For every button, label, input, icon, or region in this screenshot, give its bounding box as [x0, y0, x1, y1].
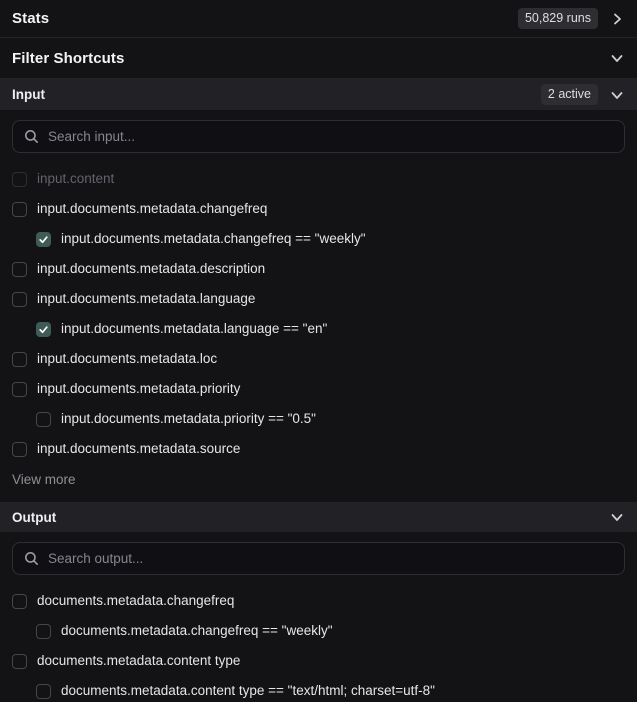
- filter-item-row[interactable]: [0, 164, 637, 194]
- input-search-input[interactable]: [48, 129, 613, 144]
- input-active-badge: 2 active: [541, 84, 598, 106]
- filter-item-row[interactable]: [0, 344, 637, 374]
- output-filter-list: [0, 586, 637, 702]
- checkmark-icon: [38, 234, 49, 245]
- filter-item-row[interactable]: [0, 676, 637, 702]
- checkbox[interactable]: [36, 412, 51, 427]
- output-section-title: Output: [12, 509, 57, 525]
- view-more-link[interactable]: View more: [12, 471, 76, 487]
- stats-header[interactable]: [0, 0, 637, 38]
- chevron-down-icon[interactable]: [609, 50, 625, 66]
- checkbox[interactable]: [36, 322, 51, 337]
- output-section-header[interactable]: [0, 502, 637, 532]
- filter-item-row[interactable]: [0, 434, 637, 464]
- checkbox[interactable]: [12, 352, 27, 367]
- filter-shortcuts-title: Filter Shortcuts: [12, 49, 125, 67]
- filter-item-row[interactable]: [0, 284, 637, 314]
- filter-item-label: input.content: [37, 170, 115, 186]
- filter-item-row[interactable]: [0, 646, 637, 676]
- checkbox[interactable]: [12, 262, 27, 277]
- checkbox[interactable]: [12, 292, 27, 307]
- runs-count-badge: 50,829 runs: [518, 8, 598, 30]
- filter-shortcuts-header[interactable]: [0, 38, 637, 79]
- checkbox[interactable]: [12, 594, 27, 609]
- filter-item-row[interactable]: [0, 254, 637, 284]
- checkbox[interactable]: [36, 232, 51, 247]
- filter-item-label: input.documents.metadata.loc: [37, 350, 218, 366]
- filter-item-label: input.documents.metadata.priority: [37, 380, 241, 396]
- checkbox[interactable]: [36, 624, 51, 639]
- checkbox[interactable]: [12, 202, 27, 217]
- chevron-down-icon[interactable]: [609, 87, 625, 103]
- input-filter-list: [0, 164, 637, 464]
- filter-item-label: input.documents.metadata.language == "en": [61, 320, 328, 336]
- stats-title: Stats: [12, 10, 50, 27]
- filter-item-label: input.documents.metadata.description: [37, 260, 266, 276]
- checkbox[interactable]: [12, 382, 27, 397]
- input-section-header[interactable]: [0, 79, 637, 110]
- filter-item-row[interactable]: [0, 374, 637, 404]
- filter-item-label: input.documents.metadata.changefreq == "weekly": [61, 230, 366, 246]
- chevron-right-icon[interactable]: [609, 11, 625, 27]
- filter-item-label: input.documents.metadata.language: [37, 290, 256, 306]
- filter-item-row[interactable]: [0, 314, 637, 344]
- filter-item-row[interactable]: [0, 404, 637, 434]
- checkbox[interactable]: [12, 654, 27, 669]
- filter-item-label: documents.metadata.content type: [37, 652, 241, 668]
- checkbox[interactable]: [12, 172, 27, 187]
- input-search-box[interactable]: [12, 120, 625, 153]
- filter-item-label: documents.metadata.content type == "text/html; charset=utf-8": [61, 682, 435, 698]
- filter-item-label: input.documents.metadata.changefreq: [37, 200, 268, 216]
- output-search-input[interactable]: [48, 551, 613, 566]
- checkbox[interactable]: [36, 684, 51, 699]
- search-icon: [24, 551, 39, 566]
- filter-item-label: input.documents.metadata.priority == "0.5": [61, 410, 316, 426]
- search-icon: [24, 129, 39, 144]
- filter-item-row[interactable]: [0, 224, 637, 254]
- output-search-box[interactable]: [12, 542, 625, 575]
- checkmark-icon: [38, 324, 49, 335]
- filter-item-row[interactable]: [0, 194, 637, 224]
- filter-item-label: documents.metadata.changefreq: [37, 592, 235, 608]
- input-search-container: [0, 110, 637, 163]
- filter-item-label: input.documents.metadata.source: [37, 440, 241, 456]
- filter-item-row[interactable]: [0, 616, 637, 646]
- input-section-title: Input: [12, 87, 45, 102]
- filter-item-label: documents.metadata.changefreq == "weekly": [61, 622, 333, 638]
- checkbox[interactable]: [12, 442, 27, 457]
- output-search-container: [0, 532, 637, 585]
- chevron-down-icon[interactable]: [609, 509, 625, 525]
- filter-item-row[interactable]: [0, 586, 637, 616]
